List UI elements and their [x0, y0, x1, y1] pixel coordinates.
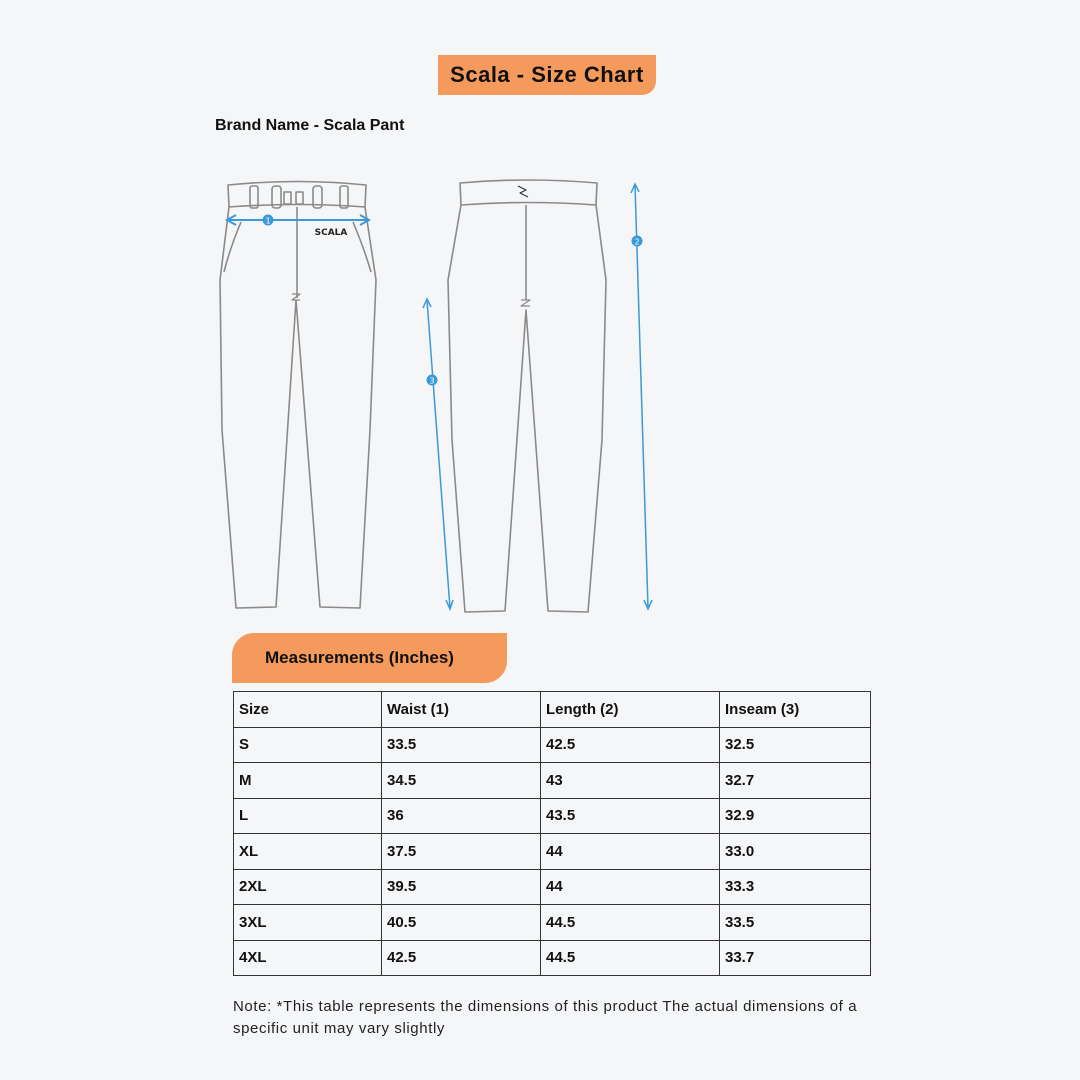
length-cell: 44: [541, 834, 720, 870]
size-cell: 4XL: [234, 940, 382, 976]
waist-cell: 39.5: [382, 869, 541, 905]
marker-1-label: 1: [265, 216, 271, 226]
waist-cell: 37.5: [382, 834, 541, 870]
marker-3-label: 3: [429, 376, 435, 386]
length-cell: 44.5: [541, 940, 720, 976]
length-cell: 43: [541, 763, 720, 799]
front-pant-outline: [220, 182, 376, 609]
brand-name: Brand Name - Scala Pant: [215, 117, 405, 134]
inseam-cell: 33.7: [720, 940, 871, 976]
table-row: [234, 905, 871, 941]
length-cell: 44: [541, 869, 720, 905]
front-brand-label: SCALA: [314, 228, 348, 238]
size-cell: S: [234, 727, 382, 763]
inseam-cell: 33.3: [720, 869, 871, 905]
waist-cell: 40.5: [382, 905, 541, 941]
inseam-cell: 32.9: [720, 798, 871, 834]
inseam-arrow: [423, 299, 453, 609]
waist-cell: 36: [382, 798, 541, 834]
column-header-inseam: Inseam (3): [720, 692, 871, 728]
table-row: [234, 727, 871, 763]
table-row: [234, 834, 871, 870]
length-cell: 44.5: [541, 905, 720, 941]
table-row: [234, 940, 871, 976]
size-cell: L: [234, 798, 382, 834]
waist-cell: 42.5: [382, 940, 541, 976]
size-cell: 3XL: [234, 905, 382, 941]
length-arrow: [631, 184, 652, 609]
column-header-length: Length (2): [541, 692, 720, 728]
waist-cell: 33.5: [382, 727, 541, 763]
measurements-heading: Measurements (Inches): [232, 633, 507, 683]
length-cell: 43.5: [541, 798, 720, 834]
table-header-row: [234, 692, 871, 728]
size-cell: XL: [234, 834, 382, 870]
column-header-size: Size: [234, 692, 382, 728]
table-row: [234, 869, 871, 905]
waist-arrow: [227, 215, 369, 225]
inseam-cell: 33.5: [720, 905, 871, 941]
marker-2-label: 2: [634, 237, 640, 247]
size-cell: 2XL: [234, 869, 382, 905]
table-row: [234, 798, 871, 834]
table-row: [234, 763, 871, 799]
inseam-cell: 32.7: [720, 763, 871, 799]
inseam-cell: 32.5: [720, 727, 871, 763]
size-chart-title: Scala - Size Chart: [438, 55, 656, 95]
waist-cell: 34.5: [382, 763, 541, 799]
back-pant-outline: [448, 180, 606, 612]
column-header-waist: Waist (1): [382, 692, 541, 728]
size-cell: M: [234, 763, 382, 799]
inseam-cell: 33.0: [720, 834, 871, 870]
length-cell: 42.5: [541, 727, 720, 763]
footnote: Note: *This table represents the dimensions of this product The actual dimensions of a specific unit may vary slightly: [233, 998, 858, 1037]
size-table: [233, 691, 871, 976]
